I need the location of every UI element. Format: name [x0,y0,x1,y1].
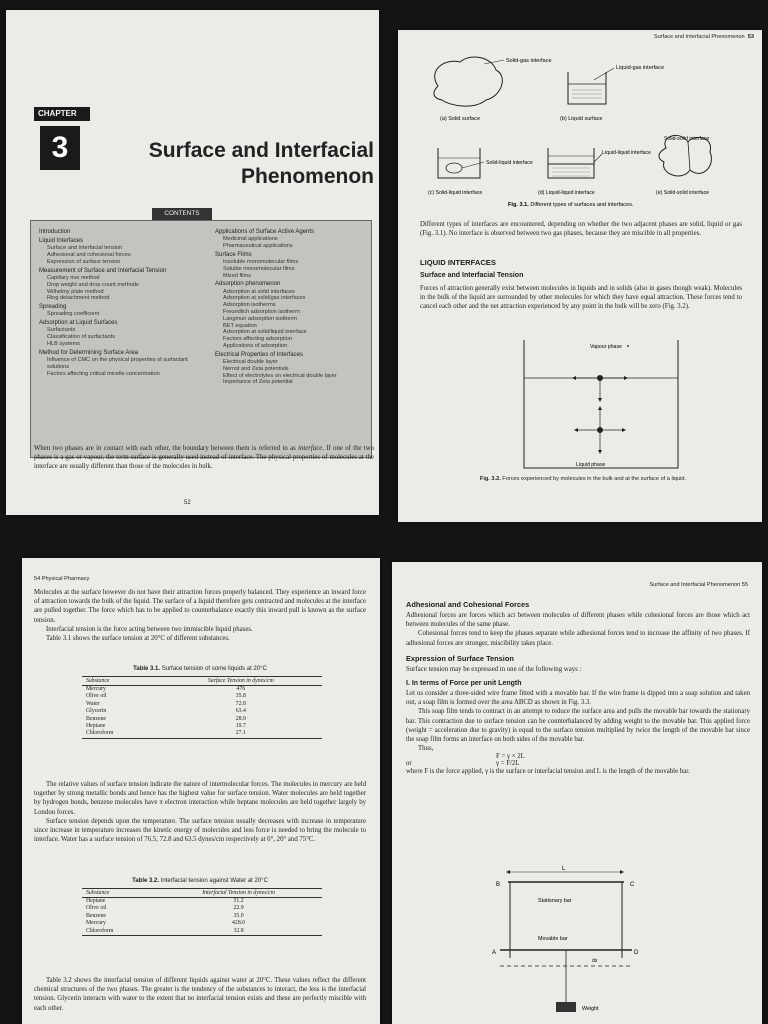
para-surface-molecules: Molecules at the surface however do not have their attraction forces properly balanced. They experience an inward force of attraction towards the bulk of the liquid. The surface of a liquid therefore gets contracted and molecules at the interface are pulled together. The force which has to be applied to counterbalance exactly this inward pull is known as the surface tension. [34,589,366,624]
heading-surface-tension: Surface and Interfacial Tension [420,272,524,279]
heading-adhesional: Adhesional and Cohesional Forces [406,600,530,609]
contents-left-column [39,229,199,377]
label-L: L [562,866,566,872]
page-53 [398,30,762,522]
table-cell-value: 35.8 [235,693,246,700]
para-expression: Surface tension may be expressed in one of the following ways : [406,665,582,673]
table-cell-value: 22.9 [233,905,244,912]
label-solid-solid: Solid-solid interface [664,136,710,142]
para-temperature: Surface tension depends upon the temperature. The surface tension usually decreases with increase in temperature since increase in temperature increases the kinetic energy of molecules and less force is needed to bring the molecule to interface. Water has a surface tension of 76.5, 72.8 and 63.5 dynes/cm respectively at 0°, 20° and 75°C. [34,817,366,844]
contents-subitem: Insoluble monomolecular films [223,259,299,265]
chapter-title-line1: Surface and Interfacial [148,139,374,162]
contents-subitem: Mixed films [223,272,251,279]
table-cell-value: 63.4 [235,708,246,715]
table2-header-value: Interfacial Tension in dynes/cm [155,889,322,898]
running-head: 54 Physical Pharmacy [34,576,90,582]
table2-caption: Table 3.2. Interfacial tension against Water at 20°C [132,878,268,884]
label-D: D [634,950,639,956]
label-solid-liquid: Solid-liquid interface [486,160,533,166]
table-row [82,693,322,700]
label-C: C [630,882,635,888]
para-cohesional: Cohesional forces tend to keep the phases separate while adhesional forces tend to increase the affinity of two phases. If adhesional forces are stronger, miscibility takes place. [406,630,750,647]
equation-1: F = γ × 2L [496,753,525,761]
intro-paragraph: When two phases are in contact with each other, the boundary between them is referred to as interface. If one of the two phases is a gas or vapour, the term surface is generally used instead of interface. The physical properties of molecules at the interface are usually different than those of the molecules in bulk. [34,445,374,471]
contents-subitem: BET equation [223,322,257,329]
table1-header-substance: Substance [82,677,160,686]
contents-subitem: Factors affecting critical micelle concentration [47,370,160,377]
table-cell-substance: Chloroform [82,730,160,738]
label-d: (d) Liquid-liquid interface [538,190,595,196]
contents-subitem: Factors affecting adsorption [223,336,292,343]
table-row [82,708,322,715]
table-cell-substance: Mercury [86,686,106,692]
table-cell-substance: Chloroform [82,928,155,936]
contents-subitem: Adsorption at solid/liquid interface [223,329,307,336]
contents-item: Adsorption phenomenon [215,281,281,288]
para-forces: Forces of attraction generally exist between molecules in liquids and in solids (also in gases though weak). Molecules in the bulk of the liquid are surrounded by other molecules for which they have equal attraction. These forces tend to cancel each other and the net attraction experienced by any point in the bulk will be zero (Fig. 3.2). [420,285,742,311]
contents-subitem: Nernst and Zeta potentials [223,365,289,372]
table-cell-value: 27.1 [160,730,322,738]
contents-subitem: Wilhelmy plate method [47,288,104,295]
contents-subitem: Electrical double layer [223,358,278,365]
label-ds: ds [592,958,598,964]
table-row [82,701,322,708]
contents-label: CONTENTS [152,208,212,220]
contents-subitem: Ring detachment method [47,295,110,302]
label-B: B [496,882,501,888]
contents-subitem: Surface and interfacial tension [47,245,123,252]
label-a: (a) Solid surface [440,116,481,122]
contents-subitem: Medicinal applications [223,236,278,243]
contents-subitem: Adsorption at solid/gas interfaces [223,295,306,302]
contents-subitem: Expression of surface tension [47,259,121,265]
figure-3-3 [482,862,682,1022]
para-relative-values: The relative values of surface tension indicate the nature of intermolecular forces. The molecules in mercury are held together by strong metallic bonds and hence has the highest value for surface tension. Water molecules are held together by hydrogen bonds, benzene molecules have π electron interaction while heptane molecules are held together largely by London forces. [34,781,366,816]
figure-3-2 [494,338,714,476]
table-cell-value: 72.8 [235,700,246,707]
contents-subitem: Importance of Zeta potential [223,379,293,386]
contents-item: Spreading [39,304,67,311]
equation-2: γ = F/2L [496,760,520,768]
table-cell-substance: Glycerin [86,708,107,715]
label-liquid-gas: Liquid-gas interface [616,65,665,71]
heading-expression: Expression of Surface Tension [406,653,514,663]
table-cell-substance: Benzene [86,912,106,919]
chapter-title-line2: Phenomenon [240,165,374,188]
chapter-title [124,138,374,190]
contents-subitem: Freundlich adsorption isotherm [223,308,300,315]
page-number: 52 [184,500,191,506]
table-row [82,716,322,723]
figure-3-1 [398,44,762,214]
contents-subitem: Langmuir adsorption isotherm [223,315,297,322]
table-cell-value: 476 [236,686,246,692]
label-movable: Movable bar [538,936,568,942]
fig1-caption: Fig. 3.1. Different types of surfaces and interfaces. [508,202,634,208]
table-row [82,730,322,738]
para-where: where F is the force applied, γ is the surface or interfacial tension and L is the length of the movable bar. [406,768,690,776]
table-cell-substance: Water [86,700,100,707]
contents-right-column [215,229,375,386]
table-cell-substance: Olive oil [86,693,107,700]
page-55 [392,562,762,1024]
contents-subitem: Adsorption at solid interfaces [223,288,295,295]
heading-force-per-length: I. In terms of Force per unit Length [406,680,522,688]
table-row [82,920,322,927]
para-wire-frame: Let us consider a three-sided wire frame fitted with a movable bar. If the wire frame is dipped into a soap solution and taken out, a soap film is formed over the area ABCD as shown in Fig. 3.3. [406,690,750,707]
or-label: or [406,760,412,768]
table-surface-tension [82,676,322,739]
label-solid-gas: Solid-gas interface [506,58,552,64]
chapter-label: CHAPTER [34,107,90,121]
chapter-number: 3 [40,126,80,170]
contents-box [30,220,372,458]
table-row [82,898,322,906]
contents-subitem: Effect of electrolytes on electrical double layer [223,372,337,379]
table2-header-substance: Substance [82,889,155,898]
heading-liquid-interfaces: LIQUID INTERFACES [420,258,496,267]
contents-item: Measurement of Surface and Interfacial Tension [39,267,167,274]
contents-subitem: Drop weight and drop count methods [47,281,139,288]
table-row [82,928,322,936]
label-stationary: Stationary bar [538,898,572,904]
table-cell-substance: Heptane [86,723,106,730]
contents-item: Liquid Interfaces [39,238,84,245]
contents-subitem: Surfactants [47,327,76,334]
label-b: (b) Liquid surface [560,116,603,122]
table-row [82,913,322,920]
label-weight: Weight [582,1006,599,1012]
label-e: (e) Solid-solid interface [656,190,710,196]
page-54 [22,558,380,1024]
contents-item: Electrical Properties of Interfaces [215,351,304,358]
table-row [82,905,322,912]
contents-item: Adsorption at Liquid Surfaces [39,320,118,327]
table1-header-value: Surface Tension in dynes/cm [160,677,322,686]
para-table2-explain: Table 3.2 shows the interfacial tension of different liquids against water at 20°C. These values reflect the different chemical structures of the two phases. The greater is the tendency of the substances to interact, the less is the interfacial tension. Glycerin interacts with water to the extent that no interfacial tension exists and these are perfectly miscible with each other. [34,977,366,1012]
contents-subitem: Pharmaceutical applications [223,243,293,249]
contents-subitem: Adsorption isotherms [223,302,276,309]
contents-subitem: Applications of adsorption [223,342,288,349]
table-cell-value: 19.7 [235,723,246,730]
para-interfacial-def: Interfacial tension is the force acting between two immiscible liquid phases. [46,625,253,633]
para-interfaces: Different types of interfaces are encountered, depending on whether the two adjacent phases are solid, liquid or gas (Fig. 3.1). No interface is observed between two gas phases, because they are miscible in all properties. [420,221,742,238]
running-head: Surface and Interfacial Phenomenon 53 [653,34,754,40]
table-cell-value: 35.0 [233,912,244,919]
label-vapour: Vapour phase [590,344,622,350]
table-cell-substance: Heptane [86,898,106,904]
contents-subitem: Adhesional and cohesional forces [47,252,131,259]
contents-item: Surface Films [215,251,252,258]
label-liquid-liquid: Liquid-liquid interface [602,150,652,156]
label-c: (c) Solid-liquid interface [428,190,483,196]
para-adhesional: Adhesional forces are forces which act between molecules of different phases while cohesional forces are those which act between molecules of the same phase. [406,612,750,629]
para-soap-film: This soap film tends to contract in an attempt to reduce the surface area and pulls the movable bar towards the stationary bar. This contraction due to surface tension can be counterbalanced by adding weight to the movable bar. This applied force (weight = acceleration due to gravity) is equal to the surface tension multiplied by twice the length of the movable bar since the soap film forms an interface on both sides of the movable bar. [406,708,750,744]
table-cell-substance: Mercury [86,920,106,927]
running-head: Surface and Interfacial Phenomenon 55 [649,582,748,588]
para-table-ref: Table 3.1 shows the surface tension at 20°C of different substances. [46,635,230,643]
table-cell-substance: Olive oil [86,905,107,912]
contents-item: Applications of Surface Active Agents [215,229,315,235]
contents-subitem: Soluble monomolecular films [223,265,295,272]
table-cell-value: 32.8 [155,928,322,936]
contents-subitem: HLB systems [47,340,80,347]
table-row [82,723,322,730]
contents-item: Method for Determining Surface Area [39,349,139,356]
thus-label: Thus, [418,745,434,753]
table-cell-value: 28.9 [235,715,246,722]
table-interfacial-tension [82,888,322,936]
label-A: A [492,950,497,956]
table-cell-substance: Benzene [86,715,106,722]
table1-caption: Table 3.1. Surface tension of some liquids at 20°C [133,666,267,672]
contents-subitem: Influence of CMC on the physical properties of surfactant solutions [47,356,188,370]
page-52 [6,10,379,515]
contents-subitem: Spreading coefficient [47,311,100,318]
table-cell-value: 428.0 [232,920,246,927]
contents-subitem: Classification of surfactants [47,334,116,341]
contents-subitem: Capillary rise method [47,275,100,281]
label-liquid: Liquid phase [576,462,606,468]
fig2-caption: Fig. 3.2. Forces experienced by molecules in the bulk and at the surface of a liquid. [479,476,687,482]
table-row [82,686,322,694]
table-cell-value: 51.2 [233,898,244,904]
contents-item: Introduction [39,229,71,235]
